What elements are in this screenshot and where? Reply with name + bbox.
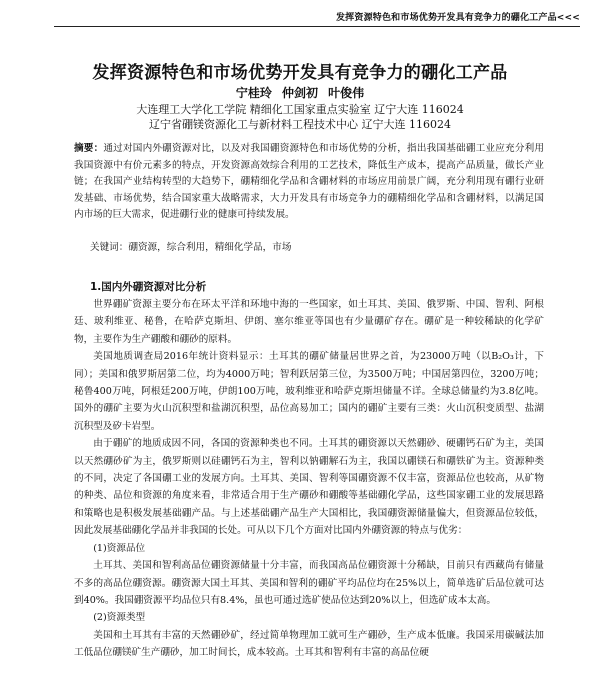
paragraph: 世界硼矿资源主要分布在环太平洋和环地中海的一些国家，如土耳其、美国、俄罗斯、中国、智利、阿根廷、玻利维亚、秘鲁，在哈萨克斯坦、伊朗、塞尔维亚等国也有少量硼矿存在。硼矿是一种较稀缺的化学矿物，主要作为生产硼酸和硼砂的原料。	[74, 299, 544, 345]
authors: 宁桂玲 仲剑初 叶俊伟	[235, 86, 365, 100]
abstract-text: 通过对国内外硼资源对比，以及对我国硼资源特色和市场优势的分析，指出我国基础硼工业应充分利用我国资源中有价元素多的特点，开发资源高效综合利用的工艺技术，降低生产成本，提高产品质量，做长产业链；在我国产业结构转型的大趋势下，硼精细化学品和含硼材料的市场应用前景广阔，充分利用现有硼行业研发基础、市场优势，结合国家重大战略需求，大力开发具有市场竞争力的硼精细化学品和含硼材料，以满足国内市场的巨大需求，促进硼行业的健康可持续发展。	[74, 143, 545, 221]
header-rule	[54, 26, 580, 27]
paragraph: 由于硼矿的地质成因不同，各国的资源种类也不同。土耳其的硼资源以天然硼砂、硬硼钙石矿为主，美国以天然硼砂矿为主，俄罗斯则以硅硼钙石为主，智利以钠硼解石为主，我国以硼镁石和硼铁矿为主。资源种类的不同，决定了各国硼工业的发展方向。土耳其、美国、智利等国硼资源不仅丰富，资源品位也较高，从矿物的种类、品位和资源的角度来看，非常适合用于生产硼砂和硼酸等基础硼化学品，这些国家硼工业的发展思路和策略也是积极发展基础硼产品。与上述基础硼产品生产大国相比，我国硼资源储量偏大，但资源品位较低，因此发展基础硼化学品并非我国的长处。可从以下几个方面对比国内外硼资源的特点与优劣：	[74, 438, 544, 537]
article-title: 发挥资源特色和市场优势开发具有竞争力的硼化工产品	[92, 63, 508, 83]
paragraph: 土耳其、美国和智利高品位硼资源储量十分丰富，而我国高品位硼资源十分稀缺，目前只有西藏尚有储量不多的高品位硼资源。硼资源大国土耳其、美国和智利的硼矿平均品位均在25%以上，简单选矿后品位就可达到40%。我国硼资源平均品位只有8.4%，虽也可通过选矿使品位达到20%以上，但选矿成本太高。	[74, 560, 544, 606]
subheading: (2)资源类型	[93, 612, 146, 624]
running-head: 发挥资源特色和市场优势开发具有竞争力的硼化工产品<<<	[335, 13, 580, 23]
subheading: (1)资源品位	[93, 542, 146, 554]
paragraph: 美国和土耳其有丰富的天然硼砂矿，经过简单物理加工就可生产硼砂，生产成本低廉。我国采用碳碱法加工低品位硼镁矿生产硼砂，加工时间长，成本较高。土耳其和智利有丰富的高品位硬	[74, 629, 544, 659]
abstract	[74, 141, 544, 224]
section-body	[74, 296, 544, 662]
affiliation-2: 辽宁省硼镁资源化工与新材料工程技术中心 辽宁大连 116024	[149, 118, 451, 131]
keywords	[90, 240, 540, 256]
affiliation-1: 大连理工大学化工学院 精细化工国家重点实验室 辽宁大连 116024	[136, 103, 464, 116]
section-heading: 1.国内外硼资源对比分析	[90, 281, 207, 293]
keywords-label: 关键词：	[90, 242, 129, 253]
keywords-text: 硼资源，综合利用，精细化学品，市场	[128, 242, 292, 253]
paragraph: 美国地质调查局2016年统计资料显示：土耳其的硼矿储量居世界之首，为23000万吨（以B₂O₃计，下同）；美国和俄罗斯居第二位，均为4000万吨；智利跃居第三位，为3500万吨；中国居第四位，3200万吨；秘鲁400万吨，阿根廷200万吨，伊朗100万吨，玻利维亚和哈萨克斯坦储量不详。全球总储量约为3.8亿吨。国外的硼矿主要为火山沉积型和盐湖沉积型，品位高易加工；国内的硼矿主要有三类：火山沉积变质型、盐湖沉积型及矽卡岩型。	[74, 351, 544, 432]
abstract-label: 摘要：	[74, 143, 104, 154]
